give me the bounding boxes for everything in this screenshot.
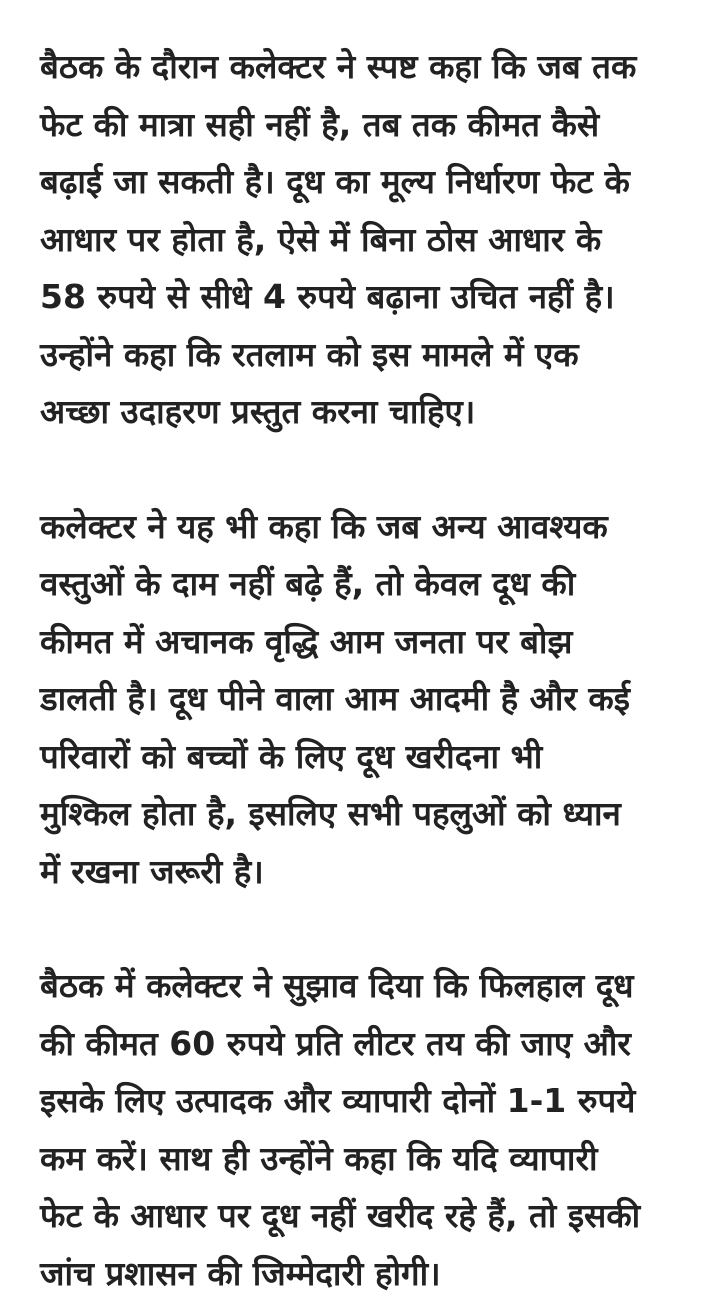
- text-line: वस्तुओं के दाम नहीं बढ़े हैं, तो केवल दूध की: [40, 564, 576, 603]
- text-line: आधार पर होता है, ऐसे में बिना ठोस आधार के: [40, 219, 602, 259]
- text-line: कलेक्टर ने यह भी कहा कि जब अन्य आवश्यक: [40, 506, 608, 546]
- text-line: कम करें। साथ ही उन्होंने कहा कि यदि व्यापारी: [40, 1138, 598, 1178]
- text-line: अच्छा उदाहरण प्रस्तुत करना चाहिए।: [40, 392, 476, 431]
- text-line: बैठक के दौरान कलेक्टर ने स्पष्ट कहा कि जब तक: [40, 47, 637, 86]
- text-line: इसके लिए उत्पादक और व्यापारी दोनों 1-1 रुपये: [40, 1081, 636, 1120]
- text-line: बैठक में कलेक्टर ने सुझाव दिया कि फिलहाल दूध: [40, 966, 634, 1005]
- text-line: 58 रुपये से सीधे 4 रुपये बढ़ाना उचित नहीं है।: [40, 277, 615, 316]
- text-line: कीमत में अचानक वृद्धि आम जनता पर बोझ: [40, 621, 573, 661]
- text-line: फेट की मात्रा सही नहीं है, तब तक कीमत कैसे: [40, 104, 600, 144]
- text-line: में रखना जरूरी है।: [40, 851, 264, 891]
- text-line: बढ़ाई जा सकती है। दूध का मूल्य निर्धारण फेट के: [40, 162, 630, 201]
- text-line: डालती है। दूध पीने वाला आम आदमी है और कई: [40, 679, 630, 718]
- paragraph-2: [40, 498, 688, 901]
- article-body: [40, 38, 688, 1302]
- text-line: जांच प्रशासन की जिम्मेदारी होगी।: [40, 1253, 441, 1293]
- text-line: परिवारों को बच्चों के लिए दूध खरीदना भी: [40, 736, 543, 776]
- text-line: उन्होंने कहा कि रतलाम को इस मामले में एक: [40, 334, 579, 374]
- text-line: फेट के आधार पर दूध नहीं खरीद रहे हैं, तो इसकी: [40, 1196, 641, 1235]
- text-line: मुश्किल होता है, इसलिए सभी पहलुओं को ध्यान: [40, 794, 621, 833]
- text-line: की कीमत 60 रुपये प्रति लीटर तय की जाए और: [40, 1023, 631, 1063]
- paragraph-1: [40, 38, 688, 441]
- paragraph-3: [40, 957, 688, 1302]
